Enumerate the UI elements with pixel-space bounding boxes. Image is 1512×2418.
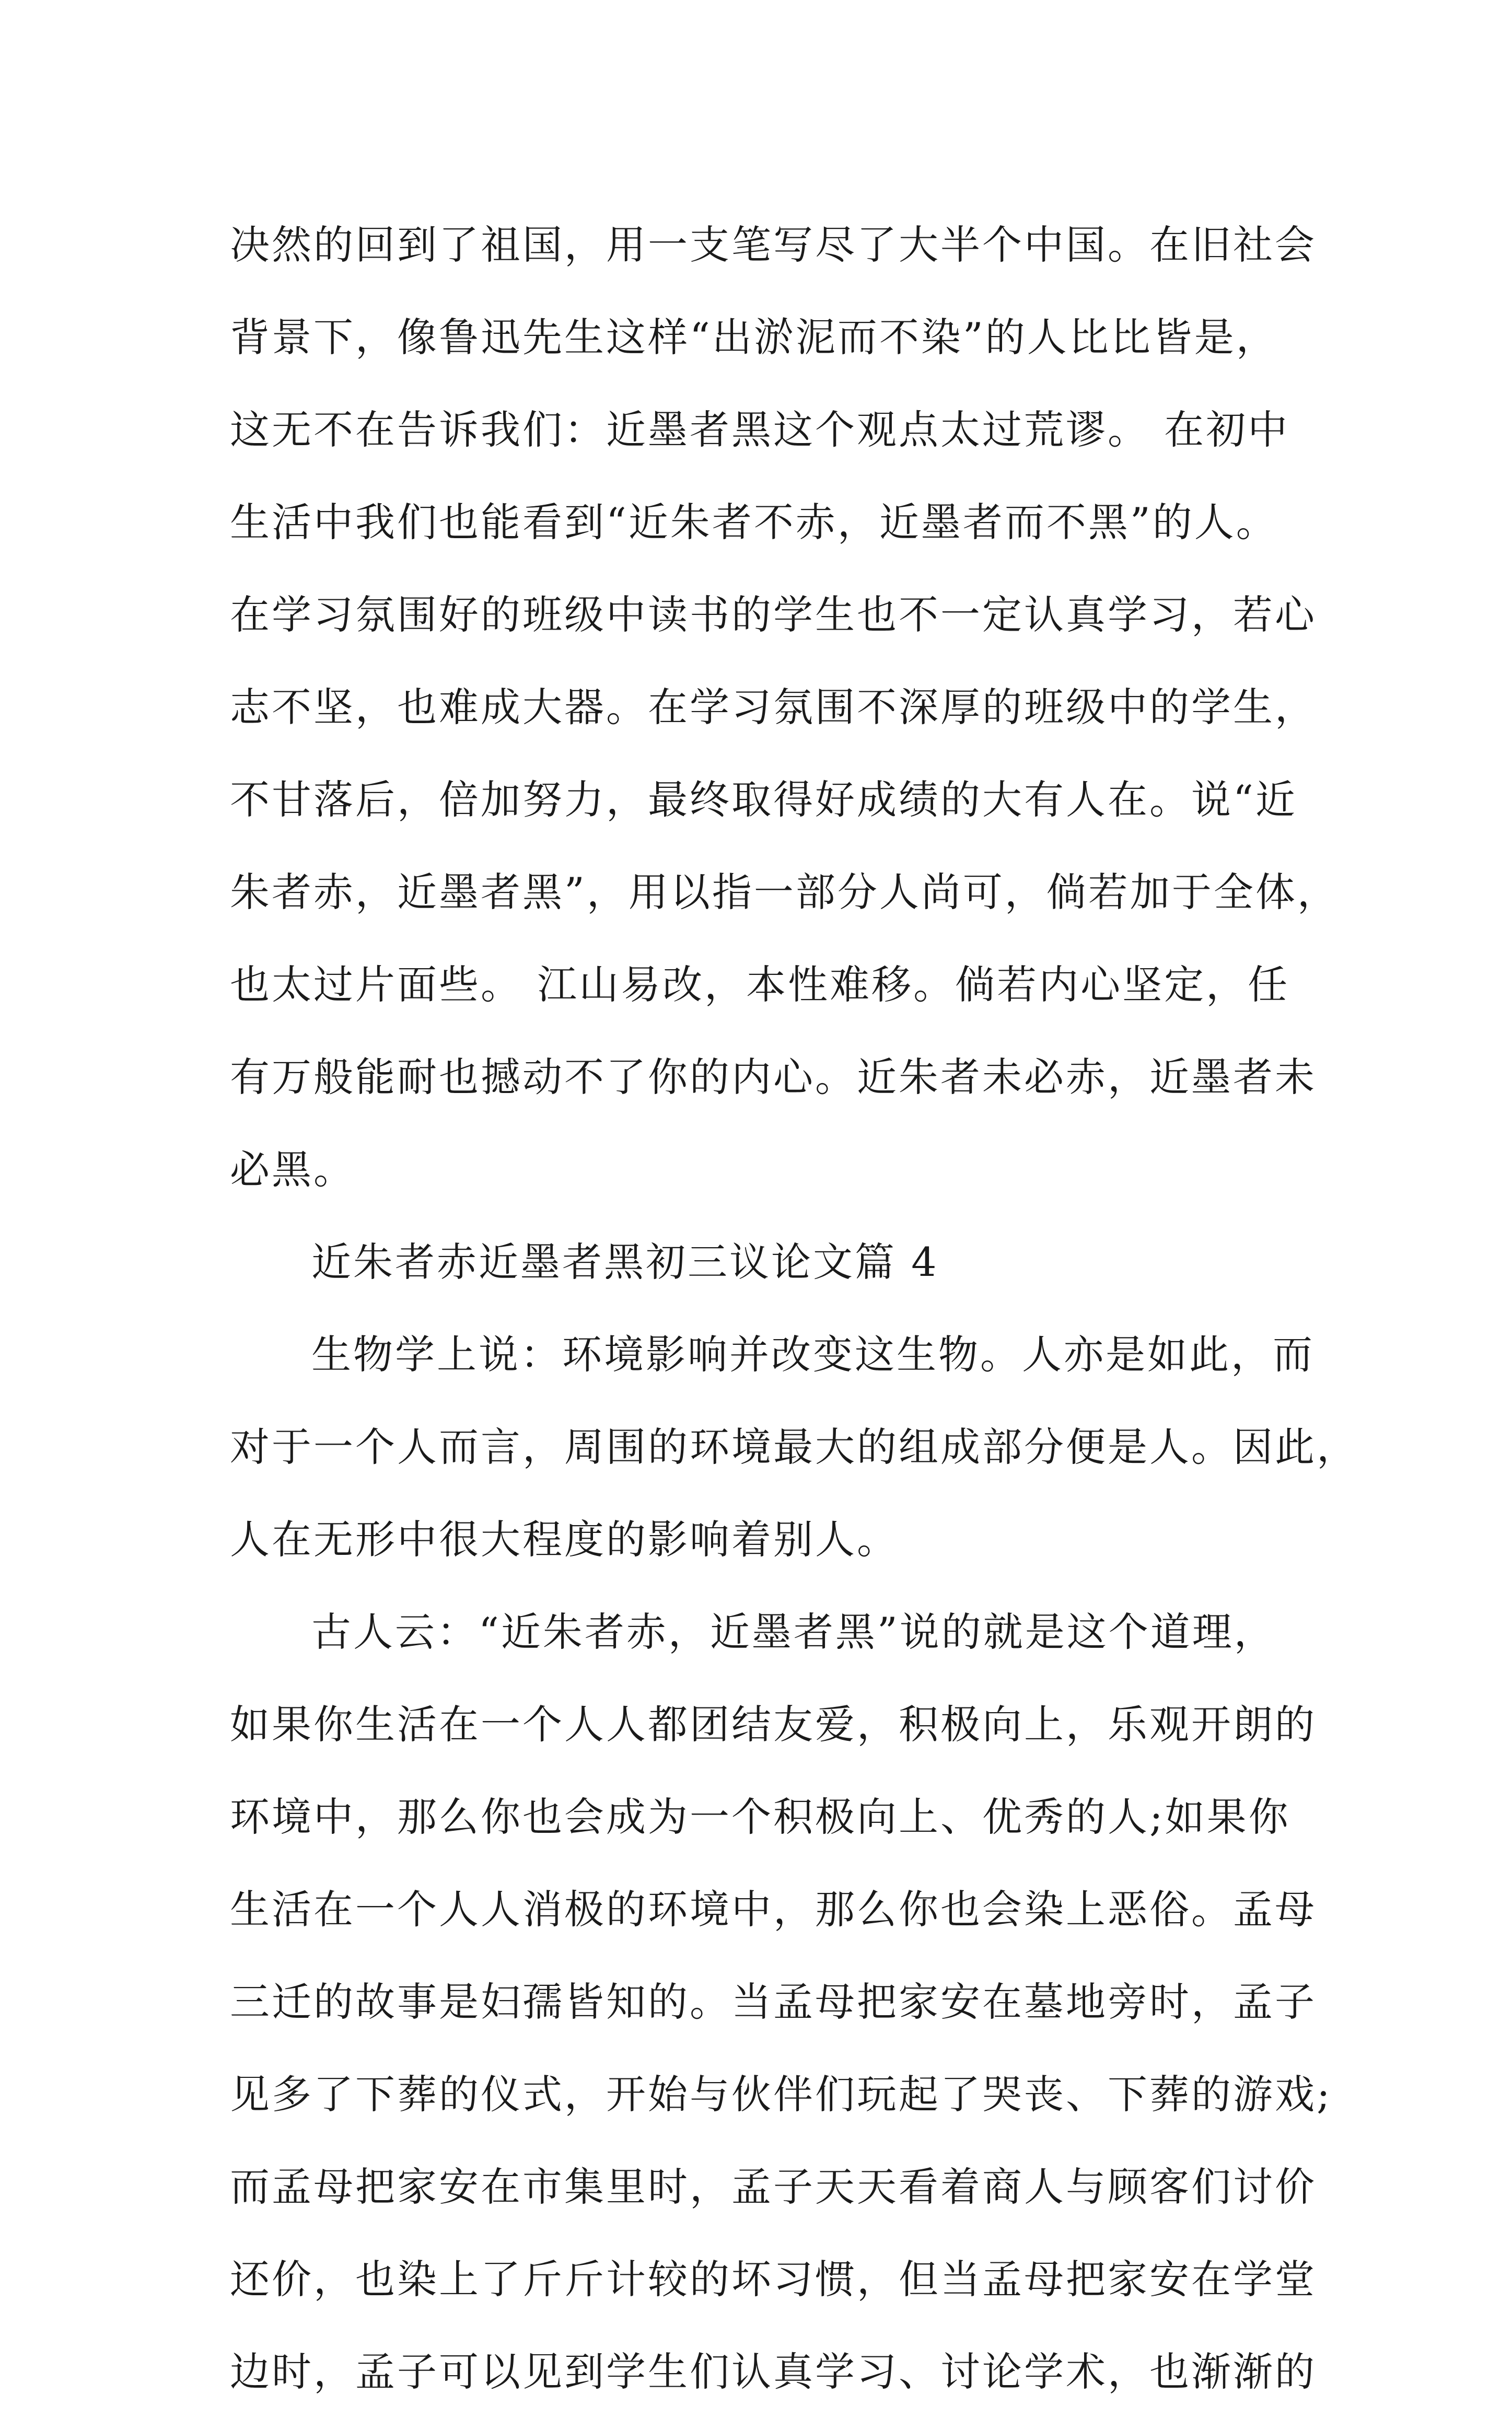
document-body <box>230 199 1358 2418</box>
text-line: 见多了下葬的仪式，开始与伙伴们玩起了哭丧、下葬的游戏; <box>230 2071 1332 2118</box>
text-line: 决然的回到了祖国，用一支笔写尽了大半个中国。在旧社会 <box>230 222 1317 268</box>
text-line: 如果你生活在一个人人都团结友爱，积极向上，乐观开朗的 <box>230 1701 1317 1748</box>
text-line: 生活中我们也能看到“近朱者不赤，近墨者而不黑”的人。 <box>230 499 1278 545</box>
text-line: 古人云：“近朱者赤，近墨者黑”说的就是这个道理， <box>311 1609 1276 1655</box>
text-line: 朱者赤，近墨者黑”，用以指一部分人尚可，倘若加于全体， <box>230 869 1339 915</box>
text-line: 必黑。 <box>230 1146 355 1193</box>
section-heading: 近朱者赤近墨者黑初三议论文篇 4 <box>311 1239 939 1285</box>
text-line: 而孟母把家安在市集里时，孟子天天看着商人与顾客们讨价 <box>230 2164 1317 2210</box>
text-line: 志不坚，也难成大器。在学习氛围不深厚的班级中的学生， <box>230 684 1317 730</box>
text-line: 在学习氛围好的班级中读书的学生也不一定认真学习，若心 <box>230 591 1317 638</box>
text-line: 有万般能耐也撼动不了你的内心。近朱者未必赤，近墨者未 <box>230 1054 1317 1100</box>
text-line: 人在无形中很大程度的影响着别人。 <box>230 1516 899 1563</box>
text-line: 这无不在告诉我们：近墨者黑这个观点太过荒谬。 在初中 <box>230 406 1290 453</box>
text-line: 还价，也染上了斤斤计较的坏习惯，但当孟母把家安在学堂 <box>230 2256 1317 2303</box>
text-line: 生活在一个人人消极的环境中，那么你也会染上恶俗。孟母 <box>230 1886 1317 1933</box>
text-line: 也太过片面些。 江山易改，本性难移。倘若内心坚定，任 <box>230 961 1290 1008</box>
text-line: 边时，孟子可以见到学生们认真学习、讨论学术，也渐渐的 <box>230 2349 1317 2395</box>
text-line: 环境中，那么你也会成为一个积极向上、优秀的人;如果你 <box>230 1794 1290 1840</box>
text-line: 生物学上说：环境影响并改变这生物。人亦是如此，而 <box>311 1331 1315 1378</box>
text-line: 不甘落后，倍加努力，最终取得好成绩的大有人在。说“近 <box>230 776 1297 823</box>
text-line: 对于一个人而言，周围的环境最大的组成部分便是人。因此， <box>230 1424 1358 1470</box>
text-line: 背景下，像鲁迅先生这样“出淤泥而不染”的人比比皆是， <box>230 314 1278 361</box>
text-line: 三迁的故事是妇孺皆知的。当孟母把家安在墓地旁时，孟子 <box>230 1979 1317 2025</box>
